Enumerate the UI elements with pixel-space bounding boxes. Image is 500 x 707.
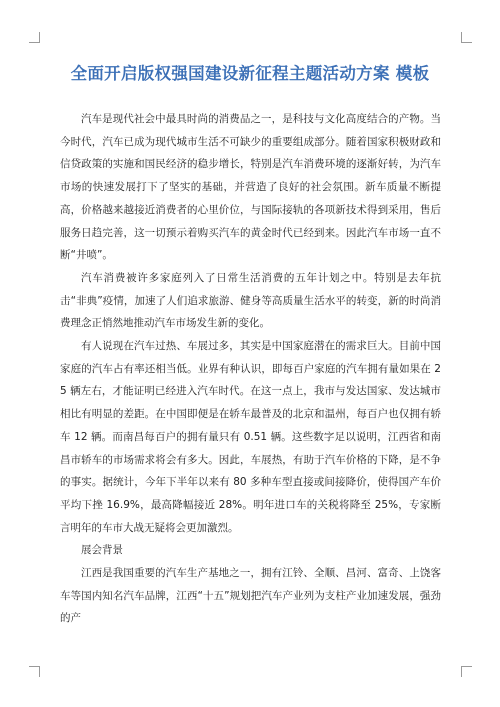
corner-mark-bottom-right (461, 666, 472, 677)
paragraph-jiangxi: 江西是我国重要的汽车生产基地之一，拥有江铃、全顺、昌河、富奇、上饶客车等国内知名汽车品牌，江西“十五”规划把汽车产业列为支柱产业加速发展，强劲的产 (60, 567, 441, 625)
section-heading-background: 展会背景 (81, 544, 123, 557)
corner-mark-bottom-left (29, 666, 40, 677)
document-body (60, 108, 441, 630)
paragraph-consumption: 汽车消费被许多家庭列入了日常生活消费的五年计划之中。特别是去年抗击“非典”疫情，加速了人们追求旅游、健身等高质量生活水平的转变，新的时尚消费理念正悄然地推动汽车市场发生新的变化。 (60, 271, 441, 330)
paragraph-demand: 有人说现在汽车过热、车展过多，其实是中国家庭潜在的需求巨大。目前中国家庭的汽车占有率还相当低。业界有种认识，即每百户家庭的汽车拥有量如果在 25 辆左右，才能证明已经进入汽车时代。在这一点上，我市与发达国家、发达城市相比有明显的差距。在中国即便是在轿车最普及的北京和温州，每百户也仅拥有轿车 12 辆。而南昌每百户的拥有量只有 0.51 辆。这些数字足以说明，江西省和南昌市轿车的市场需求将会有多大。因此，车展热，有助于汽车价格的下降，是不争的事实。据统计，今年下半年以来有 80 多种车型直接或间接降价，使得国产车价平均下挫 16.9%，最高降幅接近 28%。明年进口车的关税将降至 25%，专家断言明年的车市大战无疑将会更加激烈。 (60, 340, 441, 534)
document-title: 全面开启版权强国建设新征程主题活动方案 模板 (70, 64, 430, 83)
paragraph-intro: 汽车是现代社会中最具时尚的消费品之一，是科技与文化高度结合的产物。当今时代，汽车已成为现代城市生活不可缺少的重要组成部分。随着国家积极财政和信贷政策的实施和国民经济的稳步增长，特别是汽车消费环境的逐渐好转，为汽车市场的快速发展打下了坚实的基础，并营造了良好的社会氛围。新车质量不断提高，价格越来越接近消费者的心里价位，与国际接轨的各项新技术得到采用，售后服务日趋完善，这一切预示着购买汽车的黄金时代已经到来。因此汽车市场一直不断“井喷”。 (60, 113, 441, 262)
corner-mark-top-left (29, 32, 40, 43)
corner-mark-top-right (461, 32, 472, 43)
